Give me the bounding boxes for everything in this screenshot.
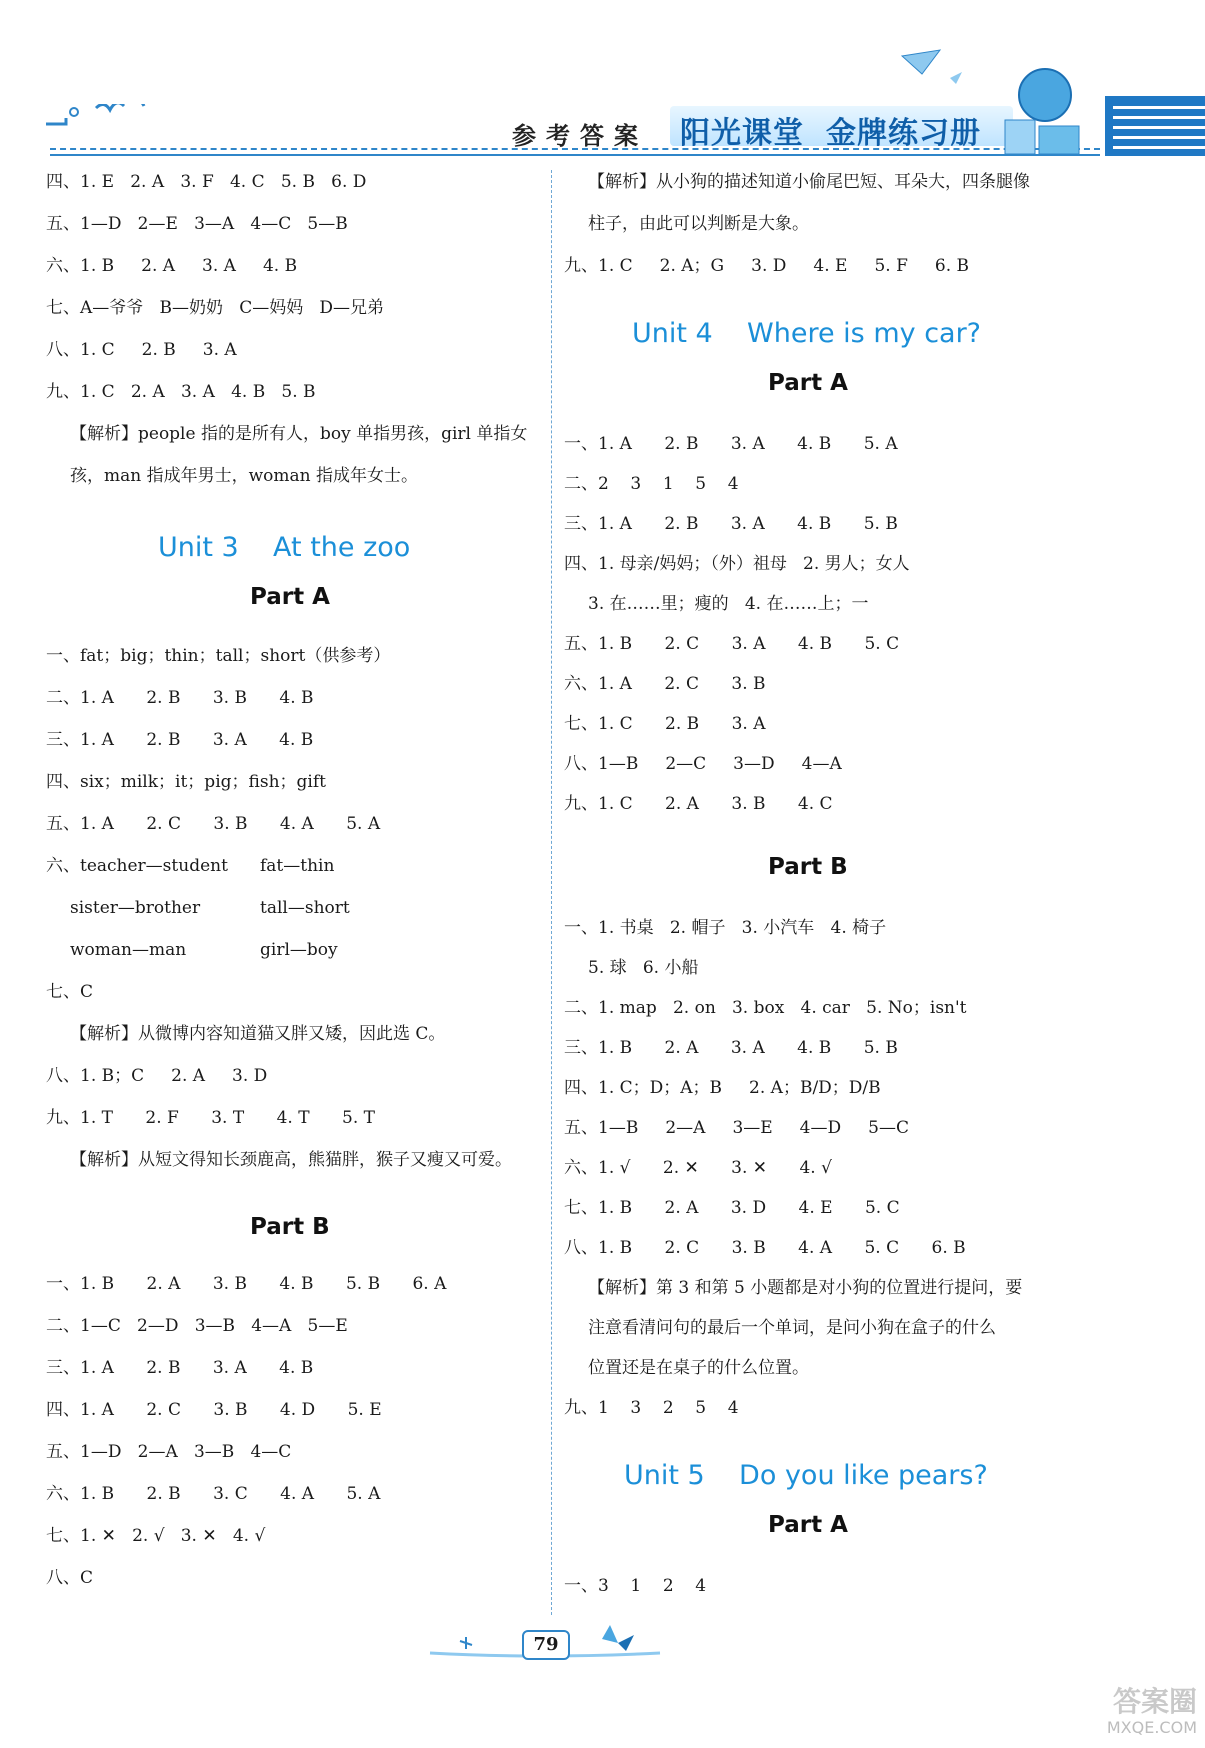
answer-line: 八、1. B；C 2. A 3. D bbox=[46, 1066, 268, 1086]
answer-line: 三、1. A 2. B 3. A 4. B bbox=[46, 1358, 314, 1378]
answer-line: girl—boy bbox=[260, 940, 338, 960]
watermark-logo: 答案圈 bbox=[1112, 1685, 1197, 1718]
globe-icon bbox=[995, 60, 1105, 160]
page-number: 79 bbox=[522, 1630, 570, 1660]
paper-plane-icon bbox=[900, 48, 980, 88]
answer-line: 五、1. B 2. C 3. A 4. B 5. C bbox=[564, 634, 900, 654]
answer-line: 二、1. map 2. on 3. box 4. car 5. No；isn't bbox=[564, 998, 967, 1018]
answer-line: 六、1. √ 2. ✕ 3. ✕ 4. √ bbox=[564, 1158, 832, 1178]
brand-left: 阳光课堂 bbox=[680, 116, 804, 151]
watermark-url: MXQE.COM bbox=[1106, 1718, 1197, 1737]
header-solid-rule bbox=[50, 154, 1100, 156]
answer-line: 一、3 1 2 4 bbox=[564, 1576, 707, 1596]
analysis-line: 【解析】people 指的是所有人，boy 单指男孩，girl 单指女 bbox=[70, 424, 528, 444]
answer-line: 一、fat；big；thin；tall；short（供参考） bbox=[46, 646, 391, 666]
answer-line: 六、1. B 2. A 3. A 4. B bbox=[46, 256, 298, 276]
answer-line: 四、1. A 2. C 3. B 4. D 5. E bbox=[46, 1400, 382, 1420]
answer-line: 五、1—D 2—E 3—A 4—C 5—B bbox=[46, 214, 348, 234]
analysis-line: 【解析】从短文得知长颈鹿高，熊猫胖，猴子又瘦又可爱。 bbox=[70, 1150, 512, 1170]
analysis-line: 【解析】从小狗的描述知道小偷尾巴短、耳朵大，四条腿像 bbox=[588, 172, 1030, 192]
answer-line: 五、1—D 2—A 3—B 4—C bbox=[46, 1442, 292, 1462]
answer-line: 七、C bbox=[46, 982, 94, 1002]
brand-title bbox=[670, 106, 1013, 151]
answer-line: 四、1. C；D；A；B 2. A；B/D；D/B bbox=[564, 1078, 881, 1098]
answer-line: 一、1. 书桌 2. 帽子 3. 小汽车 4. 椅子 bbox=[564, 918, 887, 938]
answer-line: 九、1. T 2. F 3. T 4. T 5. T bbox=[46, 1108, 375, 1128]
answer-line: woman—man bbox=[70, 940, 187, 960]
answer-line: 八、C bbox=[46, 1568, 94, 1588]
page-header bbox=[0, 0, 1205, 165]
unit3-part-a-title: Part A bbox=[250, 584, 330, 610]
answer-line: 六、1. B 2. B 3. C 4. A 5. A bbox=[46, 1484, 381, 1504]
answer-line: 七、1. C 2. B 3. A bbox=[564, 714, 766, 734]
unit3-part-b-title: Part B bbox=[250, 1214, 330, 1240]
header-subtitle: 参考答案 bbox=[512, 122, 648, 150]
answer-line: sister—brother bbox=[70, 898, 201, 918]
answer-line: 二、1—C 2—D 3—B 4—A 5—E bbox=[46, 1316, 348, 1336]
answer-line: 二、1. A 2. B 3. B 4. B bbox=[46, 688, 314, 708]
answer-line: 九、1. C 2. A；G 3. D 4. E 5. F 6. B bbox=[564, 256, 970, 276]
answer-line: 四、six；milk；it；pig；fish；gift bbox=[46, 772, 326, 792]
header-stripes-icon bbox=[1105, 96, 1205, 156]
answer-line: 四、1. 母亲/妈妈；（外）祖母 2. 男人；女人 bbox=[564, 554, 910, 574]
answer-line: fat—thin bbox=[260, 856, 335, 876]
answer-line: 一、1. B 2. A 3. B 4. B 5. B 6. A bbox=[46, 1274, 447, 1294]
answer-line: 四、1. E 2. A 3. F 4. C 5. B 6. D bbox=[46, 172, 367, 192]
answer-line: 三、1. B 2. A 3. A 4. B 5. B bbox=[564, 1038, 898, 1058]
analysis-line: 【解析】第 3 和第 5 小题都是对小狗的位置进行提问，要 bbox=[588, 1278, 1023, 1298]
answer-line: 七、1. ✕ 2. √ 3. ✕ 4. √ bbox=[46, 1526, 266, 1546]
unit5-title: Unit 5 Do you like pears? bbox=[624, 1460, 988, 1491]
answer-line: 五、1—B 2—A 3—E 4—D 5—C bbox=[564, 1118, 909, 1138]
answer-line: 九、1. C 2. A 3. A 4. B 5. B bbox=[46, 382, 316, 402]
brand-right: 金牌练习册 bbox=[826, 116, 981, 151]
answer-line: 六、teacher—student bbox=[46, 856, 228, 876]
answer-line: 八、1. B 2. C 3. B 4. A 5. C 6. B bbox=[564, 1238, 966, 1258]
answer-line: 5. 球 6. 小船 bbox=[588, 958, 699, 978]
analysis-line: 注意看清问句的最后一个单词，是问小狗在盒子的什么 bbox=[588, 1318, 996, 1338]
unit4-part-b-title: Part B bbox=[768, 854, 848, 880]
column-divider bbox=[551, 170, 552, 1615]
answer-line: 五、1. A 2. C 3. B 4. A 5. A bbox=[46, 814, 381, 834]
answer-line: 八、1—B 2—C 3—D 4—A bbox=[564, 754, 842, 774]
answer-line: 3. 在……里；瘦的 4. 在……上；一 bbox=[588, 594, 869, 614]
answer-line: 二、2 3 1 5 4 bbox=[564, 474, 739, 494]
unit3-title: Unit 3 At the zoo bbox=[158, 532, 411, 563]
answer-line: 九、1. C 2. A 3. B 4. C bbox=[564, 794, 833, 814]
answer-line: 八、1. C 2. B 3. A bbox=[46, 340, 237, 360]
unit5-part-a-title: Part A bbox=[768, 1512, 848, 1538]
unit4-part-a-title: Part A bbox=[768, 370, 848, 396]
answer-line: 七、1. B 2. A 3. D 4. E 5. C bbox=[564, 1198, 900, 1218]
answer-line: 三、1. A 2. B 3. A 4. B bbox=[46, 730, 314, 750]
answer-line: tall—short bbox=[260, 898, 350, 918]
analysis-line: 孩，man 指成年男士，woman 指成年女士。 bbox=[70, 466, 419, 486]
answer-line: 一、1. A 2. B 3. A 4. B 5. A bbox=[564, 434, 898, 454]
analysis-line: 位置还是在桌子的什么位置。 bbox=[588, 1358, 809, 1378]
analysis-line: 柱子，由此可以判断是大象。 bbox=[588, 214, 809, 234]
answer-line: 六、1. A 2. C 3. B bbox=[564, 674, 766, 694]
answer-line: 九、1 3 2 5 4 bbox=[564, 1398, 739, 1418]
answer-line: 三、1. A 2. B 3. A 4. B 5. B bbox=[564, 514, 898, 534]
unit4-title: Unit 4 Where is my car? bbox=[632, 318, 982, 349]
answer-line: 七、A—爷爷 B—奶奶 C—妈妈 D—兄弟 bbox=[46, 298, 385, 318]
analysis-line: 【解析】从微博内容知道猫又胖又矮，因此选 C。 bbox=[70, 1024, 446, 1044]
